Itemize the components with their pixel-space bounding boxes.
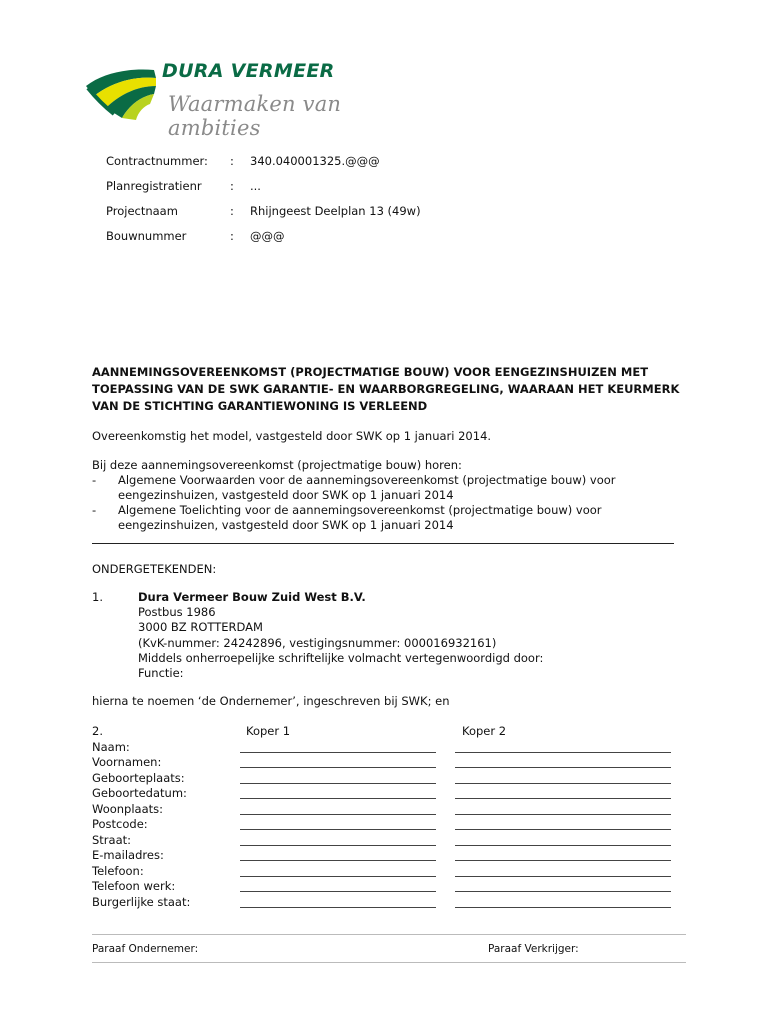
koper-1-fill-line[interactable] — [240, 829, 436, 830]
koper-1-fill-line[interactable] — [240, 907, 436, 908]
koper-2-fill-line[interactable] — [455, 845, 671, 846]
field-label: Straat: — [92, 832, 132, 847]
document-item-line: Algemene Voorwaarden voor de aannemingsovereenkomst (projectmatige bouw) voor — [118, 473, 616, 487]
field-label: Woonplaats: — [92, 801, 164, 816]
koper-2-fill-line[interactable] — [455, 876, 671, 877]
meta-row-bouwnummer — [106, 229, 421, 254]
document-item-text — [118, 473, 616, 503]
party-number: 1. — [92, 590, 103, 604]
koper-2-fill-line[interactable] — [455, 752, 671, 753]
party-details — [138, 590, 543, 681]
footer-divider — [92, 962, 686, 963]
buyer-field-woonplaats — [92, 802, 682, 818]
bullet-dash: - — [92, 473, 97, 487]
footer-divider — [92, 934, 686, 935]
koper-2-fill-line[interactable] — [455, 798, 671, 799]
party-address-line: Postbus 1986 — [138, 605, 216, 620]
included-documents — [92, 458, 692, 533]
party-name: Dura Vermeer Bouw Zuid West B.V. — [138, 590, 366, 604]
meta-separator: : — [230, 179, 234, 193]
meta-separator: : — [230, 229, 234, 243]
meta-value: Rhijngeest Deelplan 13 (49w) — [250, 204, 421, 218]
field-label: E-mailadres: — [92, 848, 164, 862]
buyer-field-naam — [92, 740, 682, 756]
brand-name: DURA VERMEER — [162, 60, 335, 82]
buyer-field-straat — [92, 833, 682, 849]
koper-1-fill-line[interactable] — [240, 876, 436, 877]
buyer-field-burgerlijke-staat — [92, 895, 682, 911]
koper-2-fill-line[interactable] — [455, 907, 671, 908]
signers-title: ONDERGETEKENDEN: — [92, 562, 217, 576]
buyer-field-postcode — [92, 817, 682, 833]
field-label: Telefoon: — [92, 863, 144, 878]
meta-value: 340.040001325.@@@ — [250, 154, 380, 168]
buyer-field-geboorteplaats — [92, 771, 682, 787]
field-label: Geboorteplaats: — [92, 770, 185, 785]
company-logo — [84, 58, 414, 140]
field-label: Postcode: — [92, 817, 148, 831]
field-label: Voornamen: — [92, 755, 162, 769]
buyer-field-geboortedatum — [92, 786, 682, 802]
initial-ondernemer-label: Paraaf Ondernemer: — [92, 943, 199, 955]
field-label: Burgerlijke staat: — [92, 894, 191, 909]
koper-1-fill-line[interactable] — [240, 798, 436, 799]
dura-vermeer-stripes-logo-icon — [84, 64, 158, 120]
meta-row-contractnummer — [106, 154, 421, 179]
meta-row-projectnaam — [106, 204, 421, 229]
section-divider — [92, 543, 674, 544]
meta-label: Bouwnummer — [106, 229, 187, 243]
party-function: Functie: — [138, 666, 184, 681]
meta-value: @@@ — [250, 229, 285, 243]
meta-label: Planregistratienr — [106, 179, 202, 193]
buyer-form-header — [92, 724, 682, 740]
field-label: Naam: — [92, 739, 130, 754]
koper-1-fill-line[interactable] — [240, 860, 436, 861]
included-documents-intro: Bij deze aannemingsovereenkomst (projectmatige bouw) horen: — [92, 458, 462, 472]
koper-2-fill-line[interactable] — [455, 829, 671, 830]
koper-1-header: Koper 1 — [246, 724, 291, 738]
koper-2-fill-line[interactable] — [455, 814, 671, 815]
heading-line: AANNEMINGSOVEREENKOMST (PROJECTMATIGE BOUW) VOOR EENGEZINSHUIZEN MET — [92, 365, 649, 379]
field-label: Geboortedatum: — [92, 786, 187, 800]
brand-tagline: Waarmaken van ambities — [168, 92, 342, 140]
buyer-field-telefoon-werk — [92, 879, 682, 895]
buyer-field-telefoon — [92, 864, 682, 880]
document-heading — [92, 364, 692, 415]
meta-row-planregistratienr — [106, 179, 421, 204]
meta-value: ... — [250, 179, 261, 193]
document-item-text — [118, 503, 602, 533]
party-number: 2. — [92, 724, 103, 738]
document-item-line: eengezinshuizen, vastgesteld door SWK op 1 januari 2014 — [118, 488, 454, 502]
buyer-form — [92, 724, 682, 910]
bullet-dash: - — [92, 503, 97, 517]
koper-2-fill-line[interactable] — [455, 891, 671, 892]
party-ondernemer — [92, 590, 543, 681]
document-item-line: Algemene Toelichting voor de aannemingsovereenkomst (projectmatige bouw) voor — [118, 503, 602, 517]
initial-verkrijger-label: Paraaf Verkrijger: — [488, 943, 579, 955]
koper-1-fill-line[interactable] — [240, 767, 436, 768]
meta-separator: : — [230, 204, 234, 218]
koper-2-header: Koper 2 — [462, 724, 507, 738]
meta-label: Contractnummer: — [106, 154, 208, 168]
document-item-line: eengezinshuizen, vastgesteld door SWK op 1 januari 2014 — [118, 518, 454, 532]
koper-1-fill-line[interactable] — [240, 845, 436, 846]
koper-2-fill-line[interactable] — [455, 860, 671, 861]
heading-line: VAN DE STICHTING GARANTIEWONING IS VERLEEND — [92, 399, 428, 413]
heading-line: TOEPASSING VAN DE SWK GARANTIE- EN WAARBORGREGELING, WAARAAN HET KEURMERK — [92, 382, 680, 396]
koper-1-fill-line[interactable] — [240, 783, 436, 784]
document-item — [92, 503, 692, 533]
koper-1-fill-line[interactable] — [240, 752, 436, 753]
koper-1-fill-line[interactable] — [240, 814, 436, 815]
party-address-line: 3000 BZ ROTTERDAM — [138, 620, 263, 635]
party-representation: Middels onherroepelijke schriftelijke volmacht vertegenwoordigd door: — [138, 650, 544, 665]
party-designation: hierna te noemen ‘de Ondernemer’, ingeschreven bij SWK; en — [92, 694, 450, 708]
document-item — [92, 473, 692, 503]
meta-separator: : — [230, 154, 234, 168]
buyer-field-voornamen — [92, 755, 682, 771]
model-statement: Overeenkomstig het model, vastgesteld door SWK op 1 januari 2014. — [92, 429, 492, 443]
koper-2-fill-line[interactable] — [455, 767, 671, 768]
buyer-field-emailadres — [92, 848, 682, 864]
meta-label: Projectnaam — [106, 204, 178, 218]
koper-2-fill-line[interactable] — [455, 783, 671, 784]
koper-1-fill-line[interactable] — [240, 891, 436, 892]
contract-meta — [106, 154, 421, 254]
field-label: Telefoon werk: — [92, 879, 176, 893]
party-registration: (KvK-nummer: 24242896, vestigingsnummer: 000016932161) — [138, 635, 497, 650]
